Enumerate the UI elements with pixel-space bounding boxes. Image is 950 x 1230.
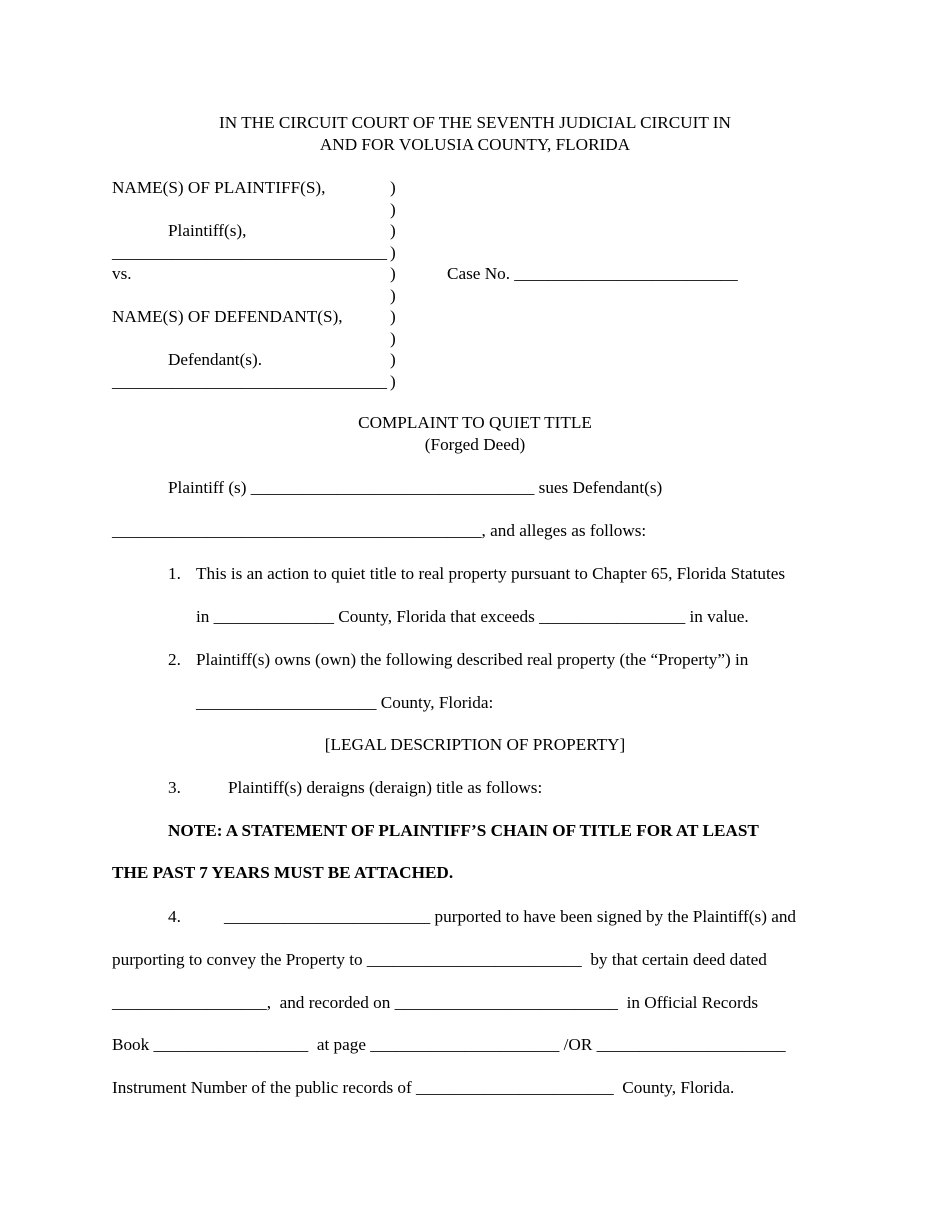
- paragraph-3-number: 3.: [168, 778, 181, 797]
- paragraph-4-line-4: Book __________________ at page ______________________ /OR ______________________: [112, 1035, 786, 1054]
- defendant-signature-blank: ________________________________: [112, 372, 387, 391]
- plaintiff-role-label: Plaintiff(s),: [168, 221, 247, 240]
- paragraph-2-number: 2.: [168, 650, 181, 669]
- paragraph-1-line-1: This is an action to quiet title to real property pursuant to Chapter 65, Florida Statutes: [196, 564, 786, 583]
- caption-paren: ): [390, 221, 396, 240]
- defendant-name-label: NAME(S) OF DEFENDANT(S),: [112, 307, 343, 326]
- paragraph-4-line-3: __________________, and recorded on __________________________ in Official Records: [112, 993, 759, 1012]
- plaintiff-name-label: NAME(S) OF PLAINTIFF(S),: [112, 178, 326, 197]
- paragraph-3-text: Plaintiff(s) deraigns (deraign) title as follows:: [228, 778, 543, 797]
- paragraph-4-line-2: purporting to convey the Property to _________________________ by that certain deed dated: [112, 950, 767, 969]
- legal-description-placeholder: [LEGAL DESCRIPTION OF PROPERTY]: [324, 735, 626, 754]
- caption-paren: ): [390, 243, 396, 262]
- caption-paren: ): [390, 200, 396, 219]
- paragraph-1-line-2: in ______________ County, Florida that exceeds _________________ in value.: [196, 607, 749, 626]
- court-heading-line-2: AND FOR VOLUSIA COUNTY, FLORIDA: [319, 135, 631, 154]
- caption-paren: ): [390, 286, 396, 305]
- case-number-field: Case No. __________________________: [447, 264, 738, 283]
- note-line-1: NOTE: A STATEMENT OF PLAINTIFF’S CHAIN OF TITLE FOR AT LEAST: [168, 821, 759, 840]
- caption-paren: ): [390, 264, 396, 283]
- caption-paren: ): [390, 329, 396, 348]
- note-line-2: THE PAST 7 YEARS MUST BE ATTACHED.: [112, 863, 454, 882]
- paragraph-4-number: 4.: [168, 907, 181, 926]
- paragraph-2-line-1: Plaintiff(s) owns (own) the following described real property (the “Property”) in: [196, 650, 749, 669]
- intro-line-1: Plaintiff (s) _________________________________ sues Defendant(s): [168, 478, 663, 497]
- defendant-role-label: Defendant(s).: [168, 350, 263, 369]
- plaintiff-signature-blank: ________________________________: [112, 243, 387, 262]
- paragraph-4-line-5: Instrument Number of the public records of _______________________ County, Florida.: [112, 1078, 735, 1097]
- caption-paren: ): [390, 372, 396, 391]
- complaint-title: COMPLAINT TO QUIET TITLE: [358, 413, 592, 432]
- paragraph-4-line-1: ________________________ purported to have been signed by the Plaintiff(s) and: [224, 907, 797, 926]
- caption-paren: ): [390, 350, 396, 369]
- complaint-subtitle: (Forged Deed): [424, 435, 526, 454]
- intro-line-2: ___________________________________________, and alleges as follows:: [112, 521, 647, 540]
- versus-label: vs.: [112, 264, 132, 283]
- caption-paren: ): [390, 307, 396, 326]
- paragraph-1-number: 1.: [168, 564, 181, 583]
- court-heading-line-1: IN THE CIRCUIT COURT OF THE SEVENTH JUDICIAL CIRCUIT IN: [219, 113, 731, 132]
- paragraph-2-line-2: _____________________ County, Florida:: [196, 693, 494, 712]
- caption-paren: ): [390, 178, 396, 197]
